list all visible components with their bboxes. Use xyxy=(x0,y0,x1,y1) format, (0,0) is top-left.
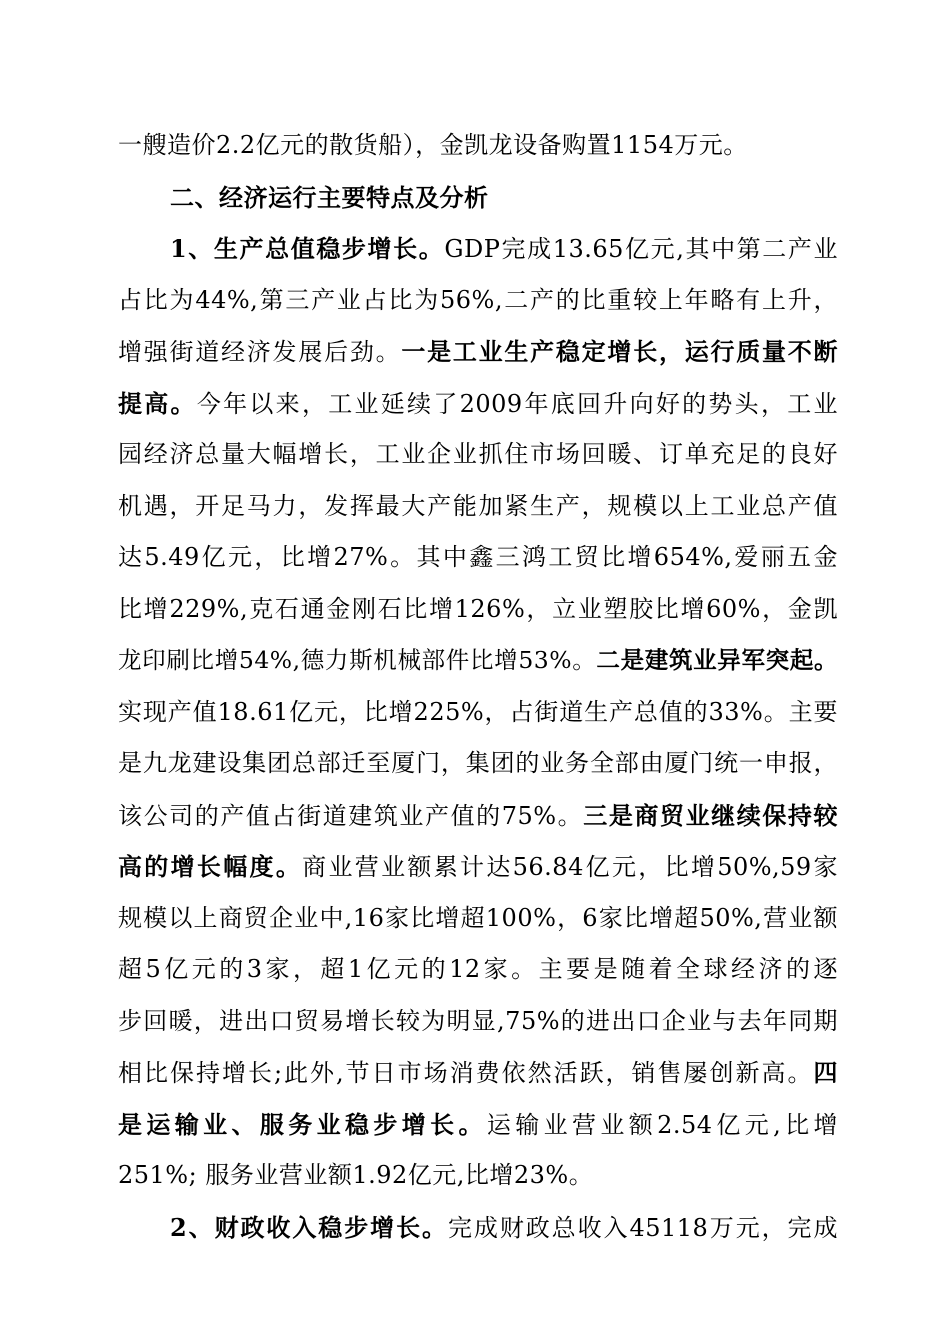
bold-lead: 四 xyxy=(813,1058,838,1087)
text-run: 园经济总量大幅增长，工业企业抓住市场回暖、订单充足的良好 xyxy=(118,440,838,468)
paragraph-line xyxy=(118,996,838,1048)
text-run: 达5.49亿元，比增27%。其中鑫三鸿工贸比增654%,爱丽五金 xyxy=(118,543,838,571)
text-run: 相比保持增长;此外,节日市场消费依然活跃，销售屡创新高。 xyxy=(118,1059,814,1087)
paragraph-line xyxy=(118,1150,838,1202)
text-run: 步回暖，进出口贸易增长较为明显,75%的进出口企业与去年同期 xyxy=(118,1006,838,1035)
text-run: 实现产值18.61亿元，比增225%，占街道生产总值的33%。主要 xyxy=(118,697,838,726)
paragraph-line xyxy=(118,429,838,481)
text-run: 增强街道经济发展后劲。 xyxy=(118,338,402,366)
paragraph-line xyxy=(118,841,838,893)
bold-lead: 三是商贸业继续保持较 xyxy=(583,800,839,830)
bold-lead: 高的增长幅度。 xyxy=(118,852,303,881)
paragraph-line xyxy=(118,481,838,533)
paragraph-line xyxy=(118,687,838,739)
text-line xyxy=(118,120,838,172)
paragraph-line xyxy=(118,790,838,842)
bold-lead: 是运输业、服务业稳步增长。 xyxy=(118,1109,487,1139)
text-run: 251%; 服务业营业额1.92亿元,比增23%。 xyxy=(118,1161,594,1189)
section-heading xyxy=(118,172,838,224)
document-page xyxy=(118,120,838,1253)
paragraph-line xyxy=(118,1202,838,1254)
text-run: 机遇，开足马力，发挥最大产能加紧生产，规模以上工业总产值 xyxy=(118,491,838,520)
bold-lead: 提高。 xyxy=(118,388,197,418)
paragraph-line xyxy=(118,378,838,430)
text-run: GDP完成13.65亿元,其中第二产业 xyxy=(444,235,838,263)
text-run: 是九龙建设集团总部迁至厦门，集团的业务全部由厦门统一申报， xyxy=(118,749,838,777)
text-run: 龙印刷比增54%,德力斯机械部件比增53%。 xyxy=(118,646,597,674)
text-run: 运输业营业额2.54亿元,比增 xyxy=(486,1110,838,1139)
paragraph-line xyxy=(118,584,838,636)
paragraph-line xyxy=(118,893,838,945)
text-run: 规模以上商贸企业中,16家比增超100%，6家比增超50%,营业额 xyxy=(118,903,838,932)
text-run: 商业营业额累计达56.84亿元，比增50%,59家 xyxy=(302,853,839,881)
bold-lead: 1、生产总值稳步增长。 xyxy=(170,234,445,263)
paragraph-line xyxy=(118,738,838,790)
paragraph-line xyxy=(118,275,838,327)
paragraph-line xyxy=(118,944,838,996)
paragraph-line xyxy=(118,223,838,275)
bold-lead: 一是工业生产稳定增长，运行质量不断 xyxy=(401,337,839,366)
paragraph-line xyxy=(118,326,838,378)
paragraph-line xyxy=(118,532,838,584)
bold-lead: 2、财政收入稳步增长。 xyxy=(170,1212,448,1242)
text-run: 超5亿元的3家，超1亿元的12家。主要是随着全球经济的逐 xyxy=(118,955,838,983)
paragraph-line xyxy=(118,1099,838,1151)
text-run: 该公司的产值占街道建筑业产值的75%。 xyxy=(118,801,584,830)
text-run: 完成财政总收入45118万元，完成 xyxy=(447,1213,838,1242)
bold-lead: 二是建筑业异军突起。 xyxy=(596,646,839,674)
text-run: 一艘造价2.2亿元的散货船），金凯龙设备购置1154万元。 xyxy=(118,131,748,159)
heading-text: 二、经济运行主要特点及分析 xyxy=(170,182,489,212)
text-run: 今年以来，工业延续了2009年底回升向好的势头，工业 xyxy=(196,389,839,418)
text-run: 比增229%,克石通金刚石比增126%，立业塑胶比增60%，金凯 xyxy=(118,594,838,623)
paragraph-line xyxy=(118,635,838,687)
paragraph-line xyxy=(118,1047,838,1099)
text-run: 占比为44%,第三产业占比为56%,二产的比重较上年略有上升， xyxy=(118,285,838,314)
